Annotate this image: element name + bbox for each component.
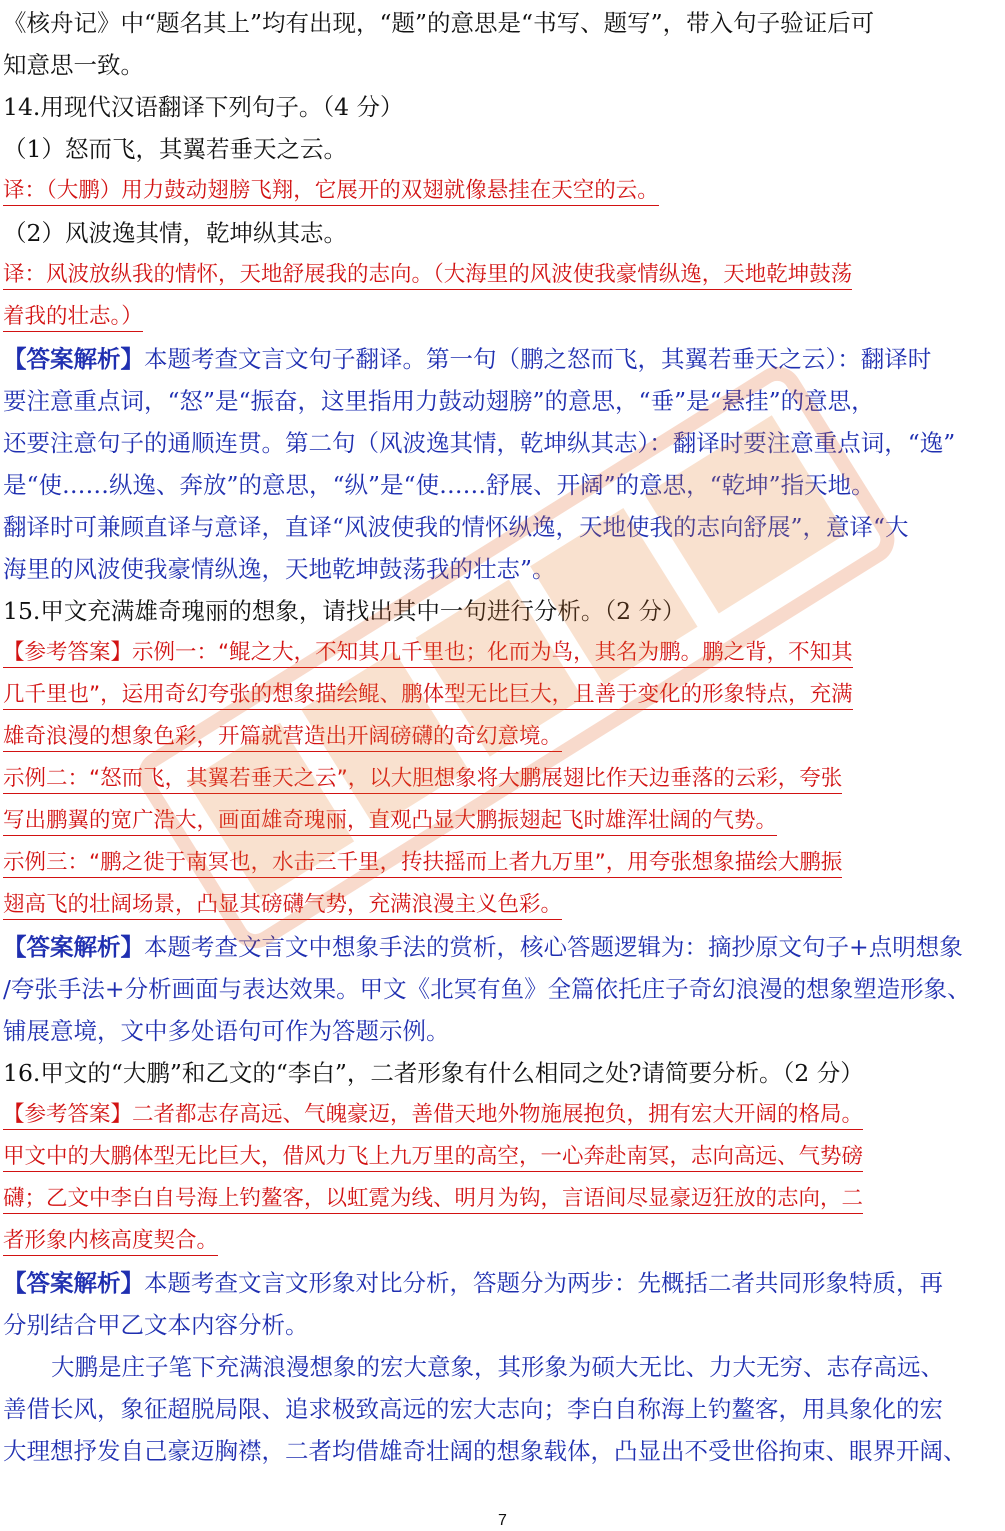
answer-line: [3, 806, 1003, 836]
explanation-line: [3, 344, 1003, 374]
explanation-line: [3, 1016, 1003, 1046]
explanation-line: [3, 1268, 1003, 1298]
line-text: 翅高飞的壮阔场景，凸显其磅礴气势，充满浪漫主义色彩。: [3, 892, 562, 920]
question-line: [3, 1058, 1003, 1088]
line-text: 海里的风波使我豪情纵逸，天地乾坤鼓荡我的壮志”。: [3, 555, 556, 583]
line-text: 16.甲文的“大鹏”和乙文的“李白”，二者形象有什么相同之处?请简要分析。（2 分）: [3, 1059, 864, 1087]
line-text: 礴；乙文中李白自号海上钓鳌客，以虹霓为线、明月为钩，言语间尽显豪迈狂放的志向，二: [3, 1186, 863, 1214]
answer-line: [3, 848, 1003, 878]
answer-line: [3, 638, 1003, 668]
answer-line: [3, 1184, 1003, 1214]
line-text: 14.用现代汉语翻译下列句子。（4 分）: [3, 93, 404, 121]
explanation-line: [3, 974, 1003, 1004]
line-text: 本题考查文言文形象对比分析，答题分为两步：先概括二者共同形象特质，再: [144, 1269, 943, 1297]
line-text: 翻译时可兼顾直译与意译，直译“风波使我的情怀纵逸，天地使我的志向舒展”，意译“大: [3, 513, 909, 541]
line-text: 知意思一致。: [3, 51, 144, 79]
line-text: 雄奇浪漫的想象色彩，开篇就营造出开阔磅礴的奇幻意境。: [3, 724, 562, 752]
line-text: 写出鹏翼的宽广浩大，画面雄奇瑰丽，直观凸显大鹏振翅起飞时雄浑壮阔的气势。: [3, 808, 777, 836]
line-text: 是“使……纵逸、奔放”的意思，“纵”是“使……舒展、开阔”的意思，“乾坤”指天地。: [3, 471, 875, 499]
line-text: 15.甲文充满雄奇瑰丽的想象，请找出其中一句进行分析。（2 分）: [3, 597, 686, 625]
question-line: [3, 50, 1003, 80]
explanation-line: [3, 554, 1003, 584]
explanation-line: [3, 386, 1003, 416]
line-text: 【参考答案】二者都志存高远、气魄豪迈，善借天地外物施展抱负，拥有宏大开阔的格局。: [3, 1102, 863, 1130]
line-text: 大理想抒发自己豪迈胸襟，二者均借雄奇壮阔的想象载体，凸显出不受世俗拘束、眼界开阔、: [3, 1437, 967, 1465]
line-text: （2）风波逸其情，乾坤纵其志。: [3, 219, 347, 247]
line-text: /夸张手法+分析画面与表达效果。甲文《北冥有鱼》全篇依托庄子奇幻浪漫的想象塑造形象、: [3, 975, 971, 1003]
explanation-line: [3, 1352, 1005, 1382]
question-line: [3, 596, 1003, 626]
question-line: [3, 92, 1003, 122]
line-text: 善借长风，象征超脱局限、追求极致高远的宏大志向；李白自称海上钓鳌客，用具象化的宏: [3, 1395, 943, 1423]
line-text: 者形象内核高度契合。: [3, 1228, 218, 1256]
answer-line: [3, 680, 1003, 710]
line-text: 大鹏是庄子笔下充满浪漫想象的宏大意象，其形象为硕大无比、力大无穷、志存高远、: [51, 1353, 944, 1381]
explanation-line: [3, 512, 1003, 542]
line-text: 要注意重点词，“怒”是“振奋，这里指用力鼓动翅膀”的意思，“垂”是“悬挂”的意思，: [3, 387, 875, 415]
answer-line: [3, 302, 1003, 332]
section-tag: 【答案解析】: [3, 933, 144, 961]
line-text: 本题考查文言文句子翻译。第一句（鹏之怒而飞，其翼若垂天之云）：翻译时: [144, 345, 932, 373]
line-text: 《核舟记》中“题名其上”均有出现，“题”的意思是“书写、题写”，带入句子验证后可: [3, 9, 875, 37]
answer-line: [3, 890, 1003, 920]
explanation-line: [3, 1310, 1003, 1340]
line-text: 着我的壮志。）: [3, 304, 143, 332]
answer-line: [3, 1226, 1003, 1256]
line-text: 本题考查文言文中想象手法的赏析，核心答题逻辑为：摘抄原文句子+点明想象: [144, 933, 963, 961]
explanation-line: [3, 932, 1003, 962]
section-tag: 【答案解析】: [3, 1269, 144, 1297]
question-line: [3, 8, 1003, 38]
question-line: [3, 218, 1003, 248]
line-text: （1）怒而飞，其翼若垂天之云。: [3, 135, 347, 163]
line-text: 【参考答案】示例一：“鲲之大，不知其几千里也；化而为鸟，其名为鹏。鹏之背，不知其: [3, 640, 853, 668]
line-text: 分别结合甲乙文本内容分析。: [3, 1311, 309, 1339]
line-text: 还要注意句子的通顺连贯。第二句（风波逸其情，乾坤纵其志）：翻译时要注意重点词，“逸”: [3, 429, 956, 457]
answer-line: [3, 1100, 1003, 1130]
line-text: 示例二：“怒而飞，其翼若垂天之云”，以大胆想象将大鹏展翅比作天边垂落的云彩，夸张: [3, 766, 842, 794]
explanation-line: [3, 428, 1003, 458]
line-text: 甲文中的大鹏体型无比巨大，借风力飞上九万里的高空，一心奔赴南冥，志向高远、气势磅: [3, 1144, 863, 1172]
answer-line: [3, 722, 1003, 752]
explanation-line: [3, 1394, 1003, 1424]
line-text: 几千里也”，运用奇幻夸张的想象描绘鲲、鹏体型无比巨大，且善于变化的形象特点，充满: [3, 682, 853, 710]
section-tag: 【答案解析】: [3, 345, 144, 373]
explanation-line: [3, 1436, 1003, 1466]
question-line: [3, 134, 1003, 164]
answer-line: [3, 260, 1003, 290]
answer-line: [3, 764, 1003, 794]
answer-line: [3, 1142, 1003, 1172]
line-text: 译：风波放纵我的情怀，天地舒展我的志向。（大海里的风波使我豪情纵逸，天地乾坤鼓荡: [3, 262, 852, 290]
page-number: 7: [498, 1512, 507, 1529]
explanation-line: [3, 470, 1003, 500]
answer-line: [3, 176, 1003, 206]
line-text: 铺展意境，文中多处语句可作为答题示例。: [3, 1017, 450, 1045]
line-text: 示例三：“鹏之徙于南冥也，水击三千里，抟扶摇而上者九万里”，用夸张想象描绘大鹏振: [3, 850, 842, 878]
line-text: 译：（大鹏）用力鼓动翅膀飞翔，它展开的双翅就像悬挂在天空的云。: [3, 178, 659, 206]
